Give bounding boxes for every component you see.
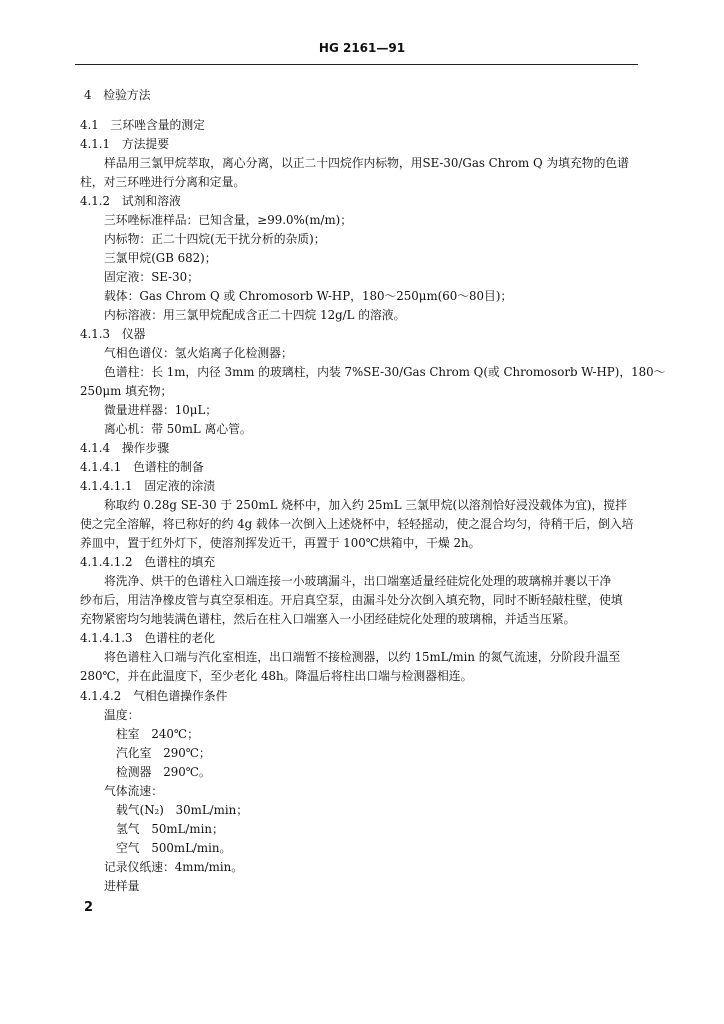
condition-item: 柱室 240℃；	[116, 727, 199, 741]
clause-heading: 4.1.4.1.2 色谱柱的填充	[80, 555, 216, 569]
list-item: 三环唑标准样品：已知含量，≥99.0%(m/m)；	[104, 213, 353, 227]
list-item: 固定液：SE-30；	[104, 270, 199, 284]
list-item: 内标物：正二十四烷(无干扰分析的杂质)；	[104, 232, 326, 246]
paragraph-line: 进样量	[104, 879, 140, 893]
clause-heading: 4.1.4 操作步骤	[80, 441, 170, 455]
paragraph-line: 将洗净、烘干的色谱柱入口端连接一小玻璃漏斗，出口端塞适量经硅烷化处理的玻璃棉并裹以干净	[104, 574, 612, 588]
list-item: 离心机：带 50mL 离心管。	[104, 422, 252, 436]
clause-heading: 4.1.3 仪器	[80, 327, 146, 341]
condition-item: 检测器 290℃。	[116, 765, 211, 779]
paragraph-line: 使之完全溶解，将已称好的约 4g 载体一次倒入上述烧杯中，轻轻摇动，使之混合均匀，待稍干后，倒入培	[80, 517, 634, 531]
clause-heading: 4.1.4.1.3 色谱柱的老化	[80, 631, 216, 645]
paragraph-line: 气体流速：	[104, 784, 163, 798]
subsection-heading: 4.1 三环唑含量的测定	[80, 118, 205, 132]
paragraph-line: 称取约 0.28g SE-30 于 250mL 烧杯中，加入约 25mL 三氯甲烷(以溶剂恰好浸没载体为宜)，搅拌	[104, 498, 627, 512]
page-number: 2	[84, 900, 94, 915]
paragraph-line: 将色谱柱入口端与汽化室相连，出口端暂不接检测器，以约 15mL/min 的氮气流速，分阶段升温至	[104, 650, 621, 664]
clause-heading: 4.1.1 方法提要	[80, 137, 170, 151]
paragraph-line: 养皿中，置于红外灯下，使溶剂挥发近干，再置于 100℃烘箱中，干燥 2h。	[80, 536, 481, 550]
condition-item: 空气 500mL/min。	[116, 841, 232, 855]
paragraph-line: 纱布后，用洁净橡皮管与真空泵相连。开启真空泵，由漏斗处分次倒入填充物，同时不断轻敲柱壁，使填	[80, 593, 623, 607]
list-item: 色谱柱：长 1m，内径 3mm 的玻璃柱，内装 7%SE-30/Gas Chrom Q(或 Chromosorb W-HP)，180～	[104, 365, 666, 379]
paragraph-line: 样品用三氯甲烷萃取，离心分离，以正二十四烷作内标物，用SE-30/Gas Chrom Q 为填充物的色谱	[104, 156, 629, 170]
condition-item: 氢气 50mL/min；	[116, 822, 224, 836]
list-item: 内标溶液：用三氯甲烷配成含正二十四烷 12g/L 的溶液。	[104, 308, 406, 322]
list-item: 载体：Gas Chrom Q 或 Chromosorb W-HP，180～250μm(60～80目)；	[104, 289, 513, 303]
paragraph-line: 280℃，并在此温度下，至少老化 48h。降温后将柱出口端与检测器相连。	[80, 669, 473, 683]
paragraph-line: 充物紧密均匀地装满色谱柱，然后在柱入口端塞入一小团经硅烷化处理的玻璃棉，并适当压紧。	[80, 612, 576, 626]
condition-item: 载气(N₂) 30mL/min；	[116, 803, 249, 817]
clause-heading: 4.1.2 试剂和溶液	[80, 194, 181, 208]
section-heading: 4 检验方法	[84, 88, 151, 102]
clause-heading: 4.1.4.1.1 固定液的涂渍	[80, 479, 216, 493]
paragraph-line: 250μm 填充物；	[80, 384, 173, 398]
header-rule	[75, 64, 638, 65]
clause-heading: 4.1.4.1 色谱柱的制备	[80, 460, 204, 474]
list-item: 气相色谱仪：氢火焰离子化检测器；	[104, 346, 293, 360]
clause-heading: 4.1.4.2 气相色谱操作条件	[80, 689, 228, 703]
paragraph-line: 柱，对三环唑进行分离和定量。	[80, 175, 246, 189]
standard-number-header: HG 2161—91	[318, 41, 406, 55]
paragraph-line: 温度：	[104, 708, 140, 722]
condition-item: 汽化室 290℃；	[116, 746, 211, 760]
paragraph-line: 记录仪纸速：4mm/min。	[104, 860, 243, 874]
list-item: 三氯甲烷(GB 682)；	[104, 251, 217, 265]
list-item: 微量进样器：10μL；	[104, 403, 218, 417]
